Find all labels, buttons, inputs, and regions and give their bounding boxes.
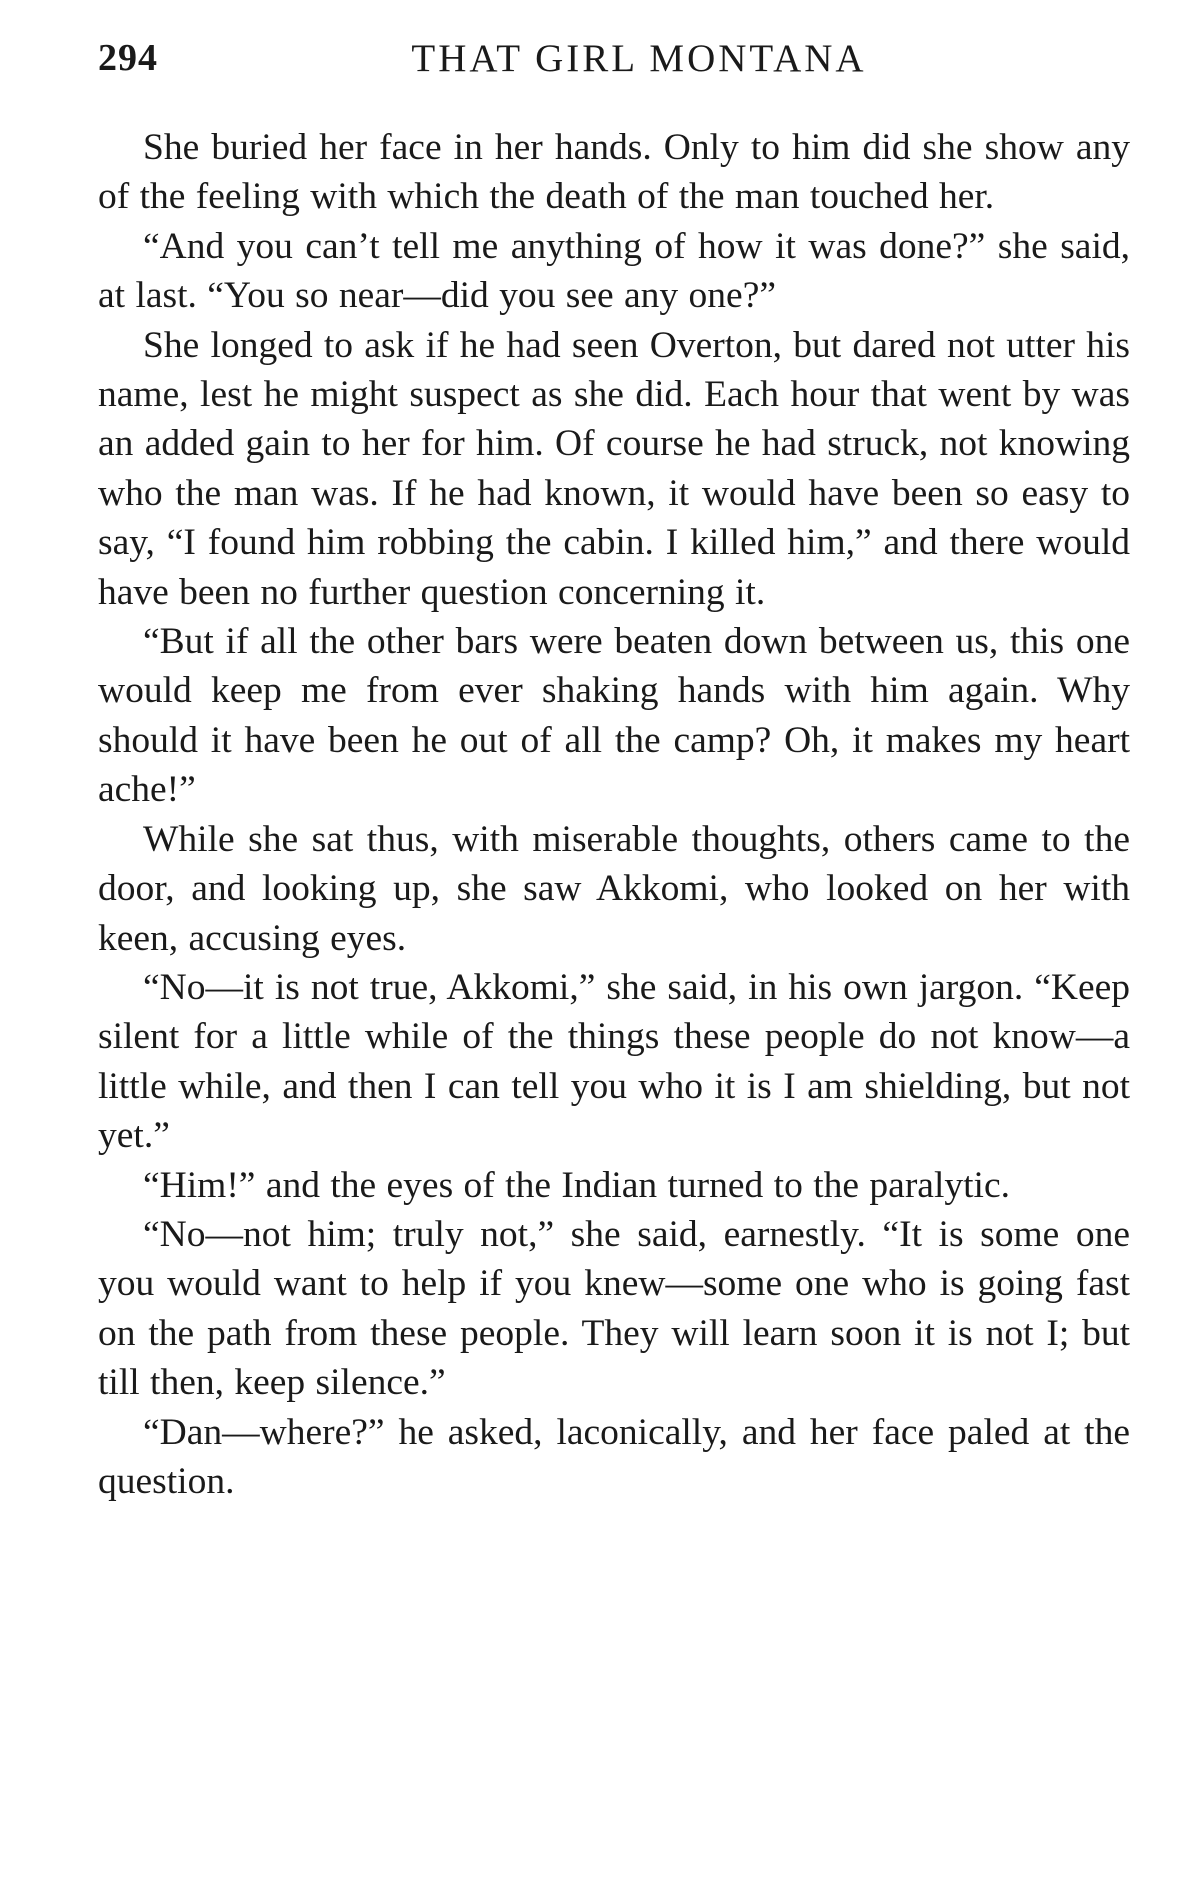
paragraph: “Dan—where?” he asked, laconically, and her face paled at the question.	[98, 1411, 1130, 1502]
paragraph: “But if all the other bars were beaten down between us, this one would keep me from ever shaking hands with him again. Why should it have been he out of all the camp? Oh, it makes my heart ache!”	[98, 621, 1130, 811]
paragraph: She buried her face in her hands. Only to him did she show any of the feeling with which the death of the man touched her.	[98, 127, 1130, 218]
running-head	[98, 36, 1130, 96]
paragraph: “And you can’t tell me anything of how it was done?” she said, at last. “You so near—did you see any one?”	[98, 225, 1130, 317]
body-text	[98, 123, 1130, 1506]
paragraph: While she sat thus, with miserable thoughts, others came to the door, and looking up, she saw Akkomi, who looked on her with keen, accusing eyes.	[98, 818, 1130, 959]
paragraph: She longed to ask if he had seen Overton, but dared not utter his name, lest he might suspect as she did. Each hour that went by was an added gain to her for him. Of course he had struck, not knowing who the man was. If he had known, it would have been so easy to say, “I found him robbing the cabin. I killed him,” and there would have been no further question concerning it.	[98, 324, 1130, 613]
paragraph: “No—not him; truly not,” she said, earnestly. “It is some one you would want to help if you knew—some one who is going fast on the path from these people. They will learn soon it is not I; but till then, keep silence.”	[98, 1213, 1130, 1404]
paragraph: “Him!” and the eyes of the Indian turned to the paralytic.	[143, 1164, 1010, 1206]
paragraph: “No—it is not true, Akkomi,” she said, in his own jargon. “Keep silent for a little while of the things these people do not know—a little while, and then I can tell you who it is I am shielding, but not yet.”	[98, 966, 1130, 1157]
page-number: 294	[98, 37, 158, 79]
running-title: THAT GIRL MONTANA	[411, 37, 867, 80]
